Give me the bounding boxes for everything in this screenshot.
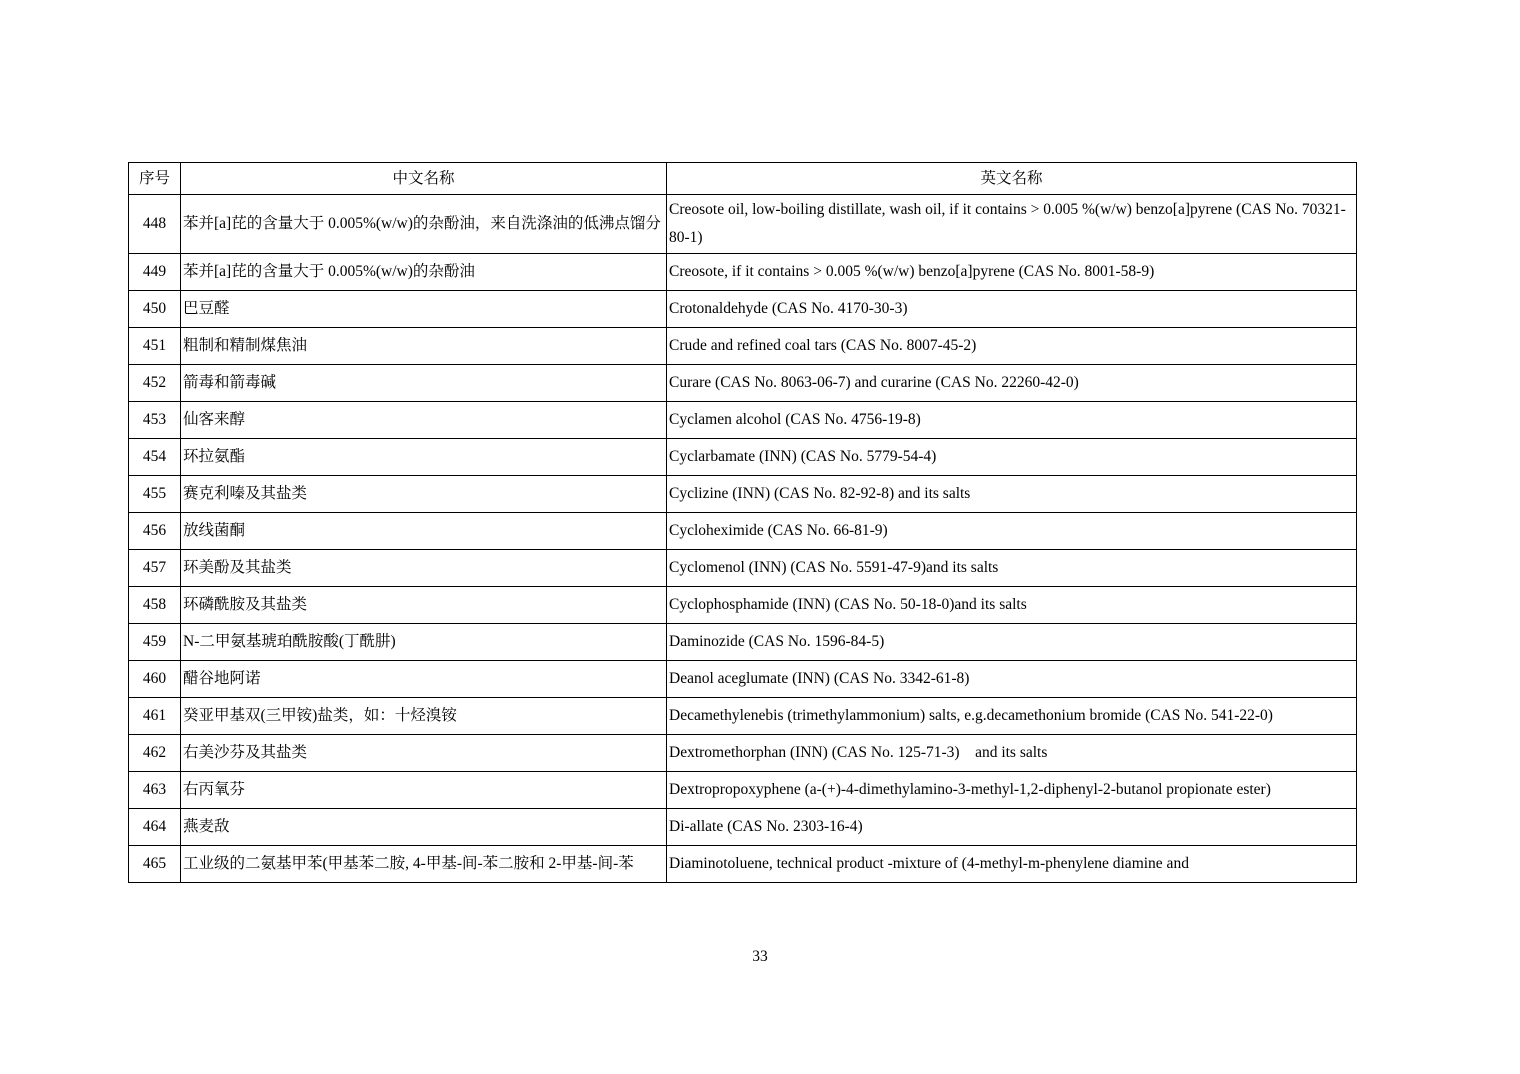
table-row — [129, 698, 1357, 735]
row-english-name: Creosote, if it contains > 0.005 %(w/w) benzo[a]pyrene (CAS No. 8001-58-9) — [667, 254, 1357, 291]
row-english-name: Dextromethorphan (INN) (CAS No. 125-71-3) and its salts — [667, 735, 1357, 772]
row-chinese-name: 燕麦敌 — [181, 809, 667, 846]
row-chinese-name: 仙客来醇 — [181, 402, 667, 439]
row-number: 465 — [129, 846, 181, 883]
row-english-name: Diaminotoluene, technical product -mixture of (4-methyl-m-phenylene diamine and — [667, 846, 1357, 883]
row-chinese-name: 赛克利嗪及其盐类 — [181, 476, 667, 513]
row-chinese-name: 工业级的二氨基甲苯(甲基苯二胺, 4-甲基-间-苯二胺和 2-甲基-间-苯 — [181, 846, 667, 883]
row-number: 456 — [129, 513, 181, 550]
row-number: 463 — [129, 772, 181, 809]
table-row — [129, 254, 1357, 291]
row-chinese-name: 右丙氧芬 — [181, 772, 667, 809]
row-chinese-name: 箭毒和箭毒碱 — [181, 365, 667, 402]
row-chinese-name: 苯并[a]芘的含量大于 0.005%(w/w)的杂酚油，来自洗涤油的低沸点馏分 — [181, 195, 667, 254]
table-row — [129, 809, 1357, 846]
table-row — [129, 550, 1357, 587]
row-english-name: Creosote oil, low-boiling distillate, wash oil, if it contains > 0.005 %(w/w) benzo[a]pyrene (CAS No. 70321-80-1) — [667, 195, 1357, 254]
row-english-name: Decamethylenebis (trimethylammonium) salts, e.g.decamethonium bromide (CAS No. 541-22-0) — [667, 698, 1357, 735]
row-chinese-name: 粗制和精制煤焦油 — [181, 328, 667, 365]
row-english-name: Daminozide (CAS No. 1596-84-5) — [667, 624, 1357, 661]
header-chinese-name: 中文名称 — [181, 163, 667, 195]
row-english-name: Di-allate (CAS No. 2303-16-4) — [667, 809, 1357, 846]
row-english-name: Cycloheximide (CAS No. 66-81-9) — [667, 513, 1357, 550]
row-number: 460 — [129, 661, 181, 698]
row-chinese-name: 癸亚甲基双(三甲铵)盐类，如：十烃溴铵 — [181, 698, 667, 735]
row-english-name: Cyclamen alcohol (CAS No. 4756-19-8) — [667, 402, 1357, 439]
row-chinese-name: 醋谷地阿诺 — [181, 661, 667, 698]
table-row — [129, 476, 1357, 513]
page-number: 33 — [752, 948, 768, 965]
row-number: 457 — [129, 550, 181, 587]
row-english-name: Dextropropoxyphene (a-(+)-4-dimethylamino-3-methyl-1,2-diphenyl-2-butanol propionate ester) — [667, 772, 1357, 809]
table-row — [129, 624, 1357, 661]
row-english-name: Cyclophosphamide (INN) (CAS No. 50-18-0)and its salts — [667, 587, 1357, 624]
table-row — [129, 365, 1357, 402]
row-number: 452 — [129, 365, 181, 402]
header-number: 序号 — [129, 163, 181, 195]
table-row — [129, 661, 1357, 698]
row-number: 454 — [129, 439, 181, 476]
table-row — [129, 735, 1357, 772]
header-english-name: 英文名称 — [667, 163, 1357, 195]
row-number: 449 — [129, 254, 181, 291]
row-english-name: Crotonaldehyde (CAS No. 4170-30-3) — [667, 291, 1357, 328]
row-number: 451 — [129, 328, 181, 365]
row-chinese-name: 环美酚及其盐类 — [181, 550, 667, 587]
table-row — [129, 513, 1357, 550]
row-number: 448 — [129, 195, 181, 254]
table-row — [129, 291, 1357, 328]
row-english-name: Cyclarbamate (INN) (CAS No. 5779-54-4) — [667, 439, 1357, 476]
substance-table — [128, 162, 1357, 883]
table-row — [129, 328, 1357, 365]
table-row — [129, 402, 1357, 439]
row-chinese-name: 右美沙芬及其盐类 — [181, 735, 667, 772]
row-chinese-name: 苯并[a]芘的含量大于 0.005%(w/w)的杂酚油 — [181, 254, 667, 291]
row-english-name: Cyclizine (INN) (CAS No. 82-92-8) and its salts — [667, 476, 1357, 513]
table-row — [129, 846, 1357, 883]
row-chinese-name: 巴豆醛 — [181, 291, 667, 328]
table-row — [129, 772, 1357, 809]
row-number: 453 — [129, 402, 181, 439]
table-row — [129, 439, 1357, 476]
row-chinese-name: 环拉氨酯 — [181, 439, 667, 476]
row-number: 461 — [129, 698, 181, 735]
row-number: 462 — [129, 735, 181, 772]
row-english-name: Deanol aceglumate (INN) (CAS No. 3342-61-8) — [667, 661, 1357, 698]
row-chinese-name: N-二甲氨基琥珀酰胺酸(丁酰肼) — [181, 624, 667, 661]
row-chinese-name: 放线菌酮 — [181, 513, 667, 550]
row-english-name: Curare (CAS No. 8063-06-7) and curarine (CAS No. 22260-42-0) — [667, 365, 1357, 402]
row-number: 459 — [129, 624, 181, 661]
row-number: 455 — [129, 476, 181, 513]
row-number: 458 — [129, 587, 181, 624]
row-english-name: Cyclomenol (INN) (CAS No. 5591-47-9)and its salts — [667, 550, 1357, 587]
row-number: 450 — [129, 291, 181, 328]
row-number: 464 — [129, 809, 181, 846]
table-header-row — [129, 163, 1357, 195]
row-english-name: Crude and refined coal tars (CAS No. 8007-45-2) — [667, 328, 1357, 365]
table-row — [129, 587, 1357, 624]
row-chinese-name: 环磷酰胺及其盐类 — [181, 587, 667, 624]
table-row — [129, 195, 1357, 254]
